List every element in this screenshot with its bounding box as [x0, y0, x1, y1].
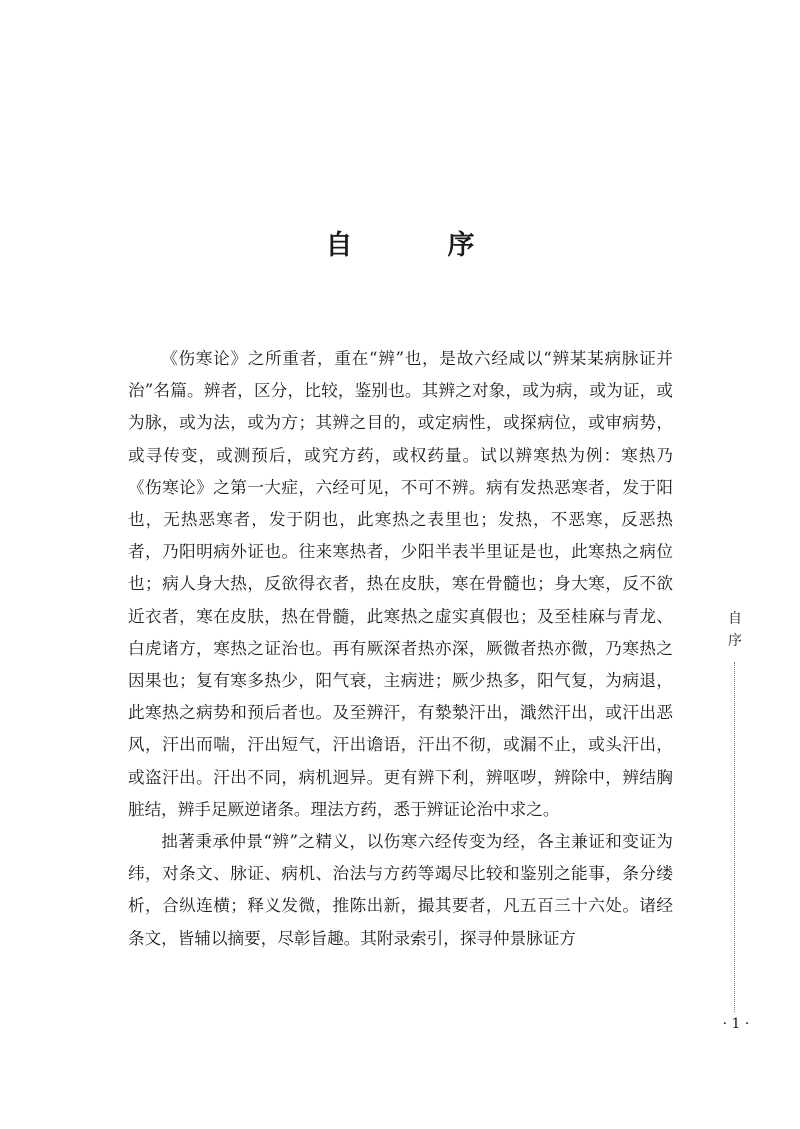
running-header-char-2: 序 — [728, 633, 742, 649]
page-number: · 1 · — [722, 1016, 750, 1032]
paragraph-2: 拙著秉承仲景“辨”之精义，以伤寒六经传变为经，各主兼证和变证为纬，对条文、脉证、病机、治法与方药等竭尽比较和鉴别之能事，条分缕析，合纵连横；释义发微，推陈出新，撮其要者，凡五百三十六处。诸经条文，皆辅以摘要，尽彰旨趣。其附录索引，探寻仲景脉证方 — [128, 832, 673, 948]
body-text — [128, 343, 673, 955]
running-header-char-1: 自 — [728, 611, 742, 627]
running-header-rule — [734, 662, 735, 1012]
page-title: 自 序 — [325, 230, 509, 261]
paragraph-1: 《伤寒论》之所重者，重在“辨”也，是故六经咸以“辨某某病脉证并治”名篇。辨者，区分，比较，鉴别也。其辨之对象，或为病，或为证，或为脉，或为法，或为方；其辨之目的，或定病性，或探病位，或审病势，或寻传变，或测预后，或究方药，或权药量。试以辨寒热为例：寒热乃《伤寒论》之第一大症，六经可见，不可不辨。病有发热恶寒者，发于阳也，无热恶寒者，发于阴也，此寒热之表里也；发热，不恶寒，反恶热者，乃阳明病外证也。往来寒热者，少阳半表半里证是也，此寒热之病位也；病人身大热，反欲得衣者，热在皮肤，寒在骨髓也；身大寒，反不欲近衣者，寒在皮肤，热在骨髓，此寒热之虚实真假也；及至桂麻与青龙、白虎诸方，寒热之证治也。再有厥深者热亦深，厥微者热亦微，乃寒热之因果也；复有寒多热少，阳气衰，主病进；厥少热多，阳气复，为病退，此寒热之病势和预后者也。及至辨汗，有漐漐汗出，濈然汗出，或汗出恶风，汗出而喘，汗出短气，汗出谵语，汗出不彻，或漏不止，或头汗出，或盗汗出。汗出不同，病机迥异。更有辨下利，辨呕哕，辨除中，辨结胸脏结，辨手足厥逆诸条。理法方药，悉于辨证论治中求之。 — [128, 349, 673, 819]
running-header — [726, 608, 744, 652]
